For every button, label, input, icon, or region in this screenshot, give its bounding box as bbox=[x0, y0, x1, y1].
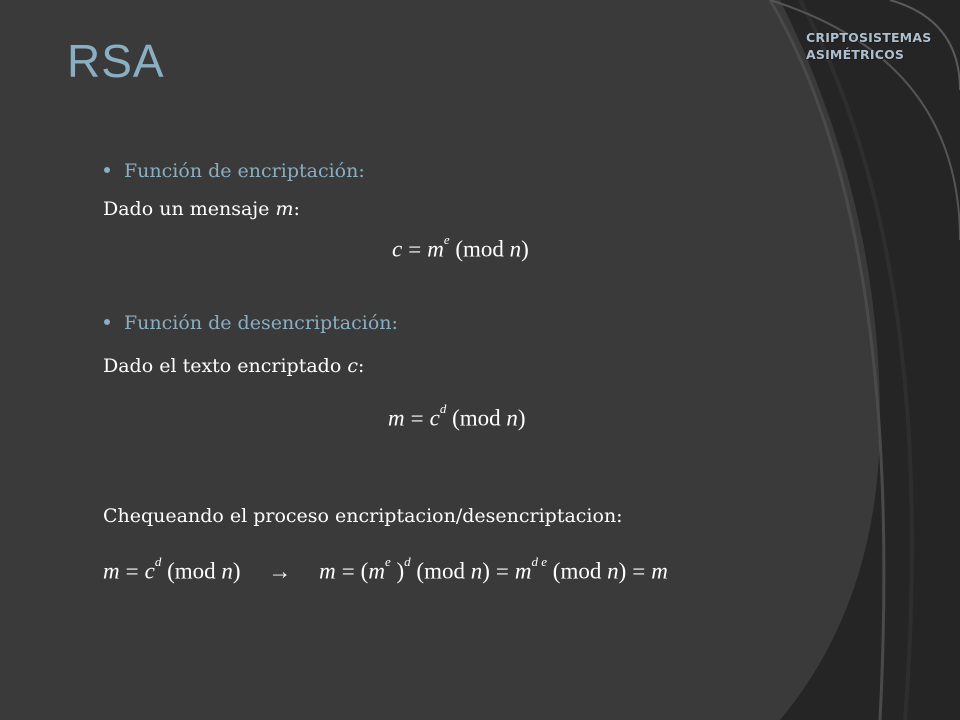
arrow-icon: → bbox=[268, 558, 292, 584]
decryption-description-colon: : bbox=[357, 355, 365, 377]
formula-exponent: e bbox=[384, 554, 391, 569]
encryption-description-colon: : bbox=[293, 198, 300, 220]
formula-equals: = bbox=[410, 405, 424, 431]
encryption-description bbox=[103, 198, 300, 220]
bullet-icon bbox=[104, 167, 110, 173]
formula-mod: (mod bbox=[416, 558, 465, 584]
bullet-decryption-text: Función de desencriptación: bbox=[124, 312, 398, 334]
formula-var: n bbox=[506, 405, 518, 431]
bullet-decryption bbox=[104, 312, 398, 334]
encryption-description-text: Dado un mensaje bbox=[103, 198, 276, 220]
formula-var: m bbox=[427, 236, 444, 262]
formula-var: n bbox=[221, 558, 233, 584]
section-label-line-1: CRIPTOSISTEMAS bbox=[806, 30, 932, 45]
bullet-encryption bbox=[104, 160, 365, 182]
formula-exponent: d bbox=[404, 554, 411, 569]
formula-mod: (mod bbox=[455, 236, 504, 262]
section-label-line-2: ASIMÉTRICOS bbox=[806, 47, 905, 62]
formula-var: n bbox=[607, 558, 619, 584]
decryption-description-text: Dado el texto encriptado bbox=[103, 355, 348, 377]
formula-var: n bbox=[509, 236, 522, 262]
formula-paren: ) bbox=[521, 236, 529, 262]
bullet-encryption-text: Función de encriptación: bbox=[124, 160, 365, 182]
formula-exponent: d e bbox=[531, 554, 548, 569]
formula-var: m bbox=[103, 558, 120, 584]
formula-var: c bbox=[144, 558, 155, 584]
formula-equals: = bbox=[125, 558, 139, 584]
formula-paren: ) bbox=[618, 558, 627, 584]
formula-equals: = bbox=[408, 236, 422, 262]
encryption-formula bbox=[392, 232, 529, 263]
formula-paren: ( bbox=[360, 558, 369, 584]
formula-var: m bbox=[368, 558, 385, 584]
formula-equals: = bbox=[632, 558, 646, 584]
formula-mod: (mod bbox=[167, 558, 216, 584]
formula-equals: = bbox=[495, 558, 509, 584]
bullet-icon bbox=[104, 319, 110, 325]
verification-formula bbox=[103, 554, 668, 585]
formula-paren: ) bbox=[232, 558, 241, 584]
decryption-description bbox=[103, 355, 364, 377]
section-label bbox=[806, 29, 931, 63]
decryption-formula bbox=[388, 401, 526, 432]
formula-exponent: d bbox=[154, 554, 162, 569]
formula-exponent: e bbox=[443, 232, 450, 247]
formula-var: n bbox=[470, 558, 483, 584]
encryption-description-var: m bbox=[275, 198, 294, 220]
formula-var: m bbox=[514, 558, 532, 584]
formula-equals: = bbox=[341, 558, 355, 584]
formula-exponent: d bbox=[439, 401, 447, 416]
formula-paren: ) bbox=[482, 558, 490, 584]
formula-var: c bbox=[392, 236, 403, 262]
formula-paren: ) bbox=[517, 405, 526, 431]
formula-var: c bbox=[429, 405, 440, 431]
formula-paren: ) bbox=[396, 558, 405, 584]
formula-var: m bbox=[319, 558, 336, 584]
formula-mod: (mod bbox=[552, 558, 602, 584]
verification-description: Chequeando el proceso encriptacion/desencriptacion: bbox=[103, 505, 623, 527]
formula-var: m bbox=[388, 405, 405, 431]
formula-mod: (mod bbox=[452, 405, 501, 431]
decryption-description-var: c bbox=[347, 355, 358, 377]
slide-title: RSA bbox=[67, 35, 165, 87]
formula-var: m bbox=[651, 558, 668, 584]
